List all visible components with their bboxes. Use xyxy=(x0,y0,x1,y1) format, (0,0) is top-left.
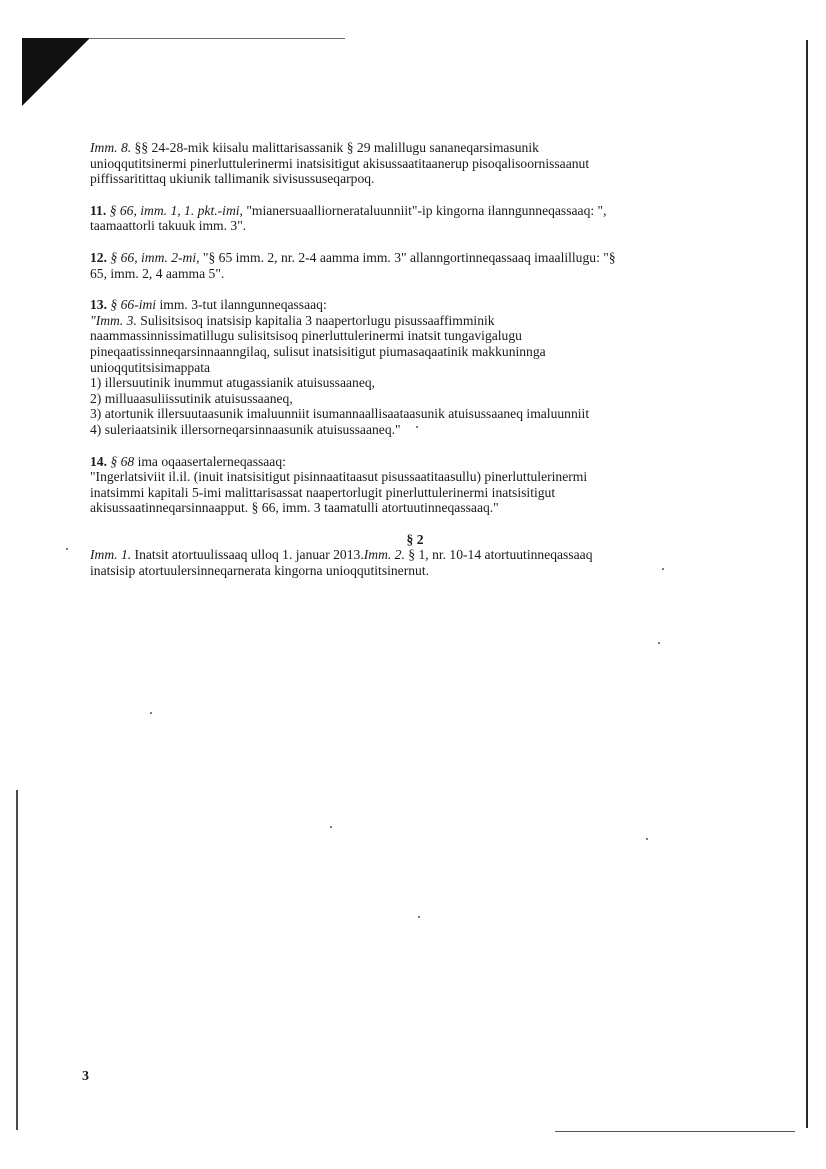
paragraph-line: inatsimmi kapitali 5-imi malittarisassat naapertorlugit pinerluttulerinermi inatsisitigut xyxy=(90,484,556,500)
paragraph-line: unioqqutitsisimappata xyxy=(90,359,211,375)
scan-speck xyxy=(150,712,152,714)
paragraph-13 xyxy=(90,297,710,437)
paragraph-text: ima oqaasertalerneqassaaq: xyxy=(134,453,286,469)
paragraph-line: inatsisip atortuulersinneqarnerata kingorna unioqqutitsinernut. xyxy=(90,563,430,579)
paragraph-line xyxy=(90,297,710,313)
list-item: 2) milluaasuliissutinik atuisussaaneq, xyxy=(90,390,293,406)
paragraph-number: 13. xyxy=(90,297,107,313)
paragraph-line xyxy=(90,547,710,563)
paragraph-ref: § 66, imm. 1, 1. pkt.-imi, xyxy=(106,202,243,218)
paragraph-text: Inatsit atortuulissaaq ulloq 1. januar 2013. xyxy=(131,547,364,563)
paragraph-ref: § 66, imm. 2-mi, xyxy=(107,249,200,265)
paragraph-line xyxy=(90,203,710,219)
page-number: 3 xyxy=(82,1069,89,1084)
paragraph-line xyxy=(90,140,710,156)
scan-bottom-edge-line xyxy=(555,1131,795,1132)
scan-corner-shadow xyxy=(22,38,92,108)
section-2 xyxy=(90,532,710,579)
scan-top-edge-line xyxy=(90,38,345,39)
scan-speck xyxy=(330,826,332,828)
list-item: 3) atortunik illersuutaasunik imaluunniit isumannaallisaataasunik atuisussaaneq imaluunniit xyxy=(90,406,590,422)
paragraph-text: § 1, nr. 10-14 atortuutinneqassaaq xyxy=(404,547,593,563)
scan-speck xyxy=(418,916,420,918)
paragraph-line: piffissaritittaq ukiunik tallimanik sivisussuseqarpoq. xyxy=(90,171,375,187)
paragraph-ref: § 68 xyxy=(107,453,135,469)
list-item: 4) suleriaatsinik illersorneqarsinnaasunik atuisussaaneq." xyxy=(90,421,401,437)
scan-speck xyxy=(646,838,648,840)
paragraph-line xyxy=(90,250,710,266)
document-body xyxy=(90,140,710,595)
paragraph-line: "Ingerlatsiviit il.il. (inuit inatsisitigut pisinnaatitaasut pisussaatitaasullu) pinerluttulerinermi xyxy=(90,469,588,485)
paragraph-ref: Imm. 1. xyxy=(90,547,132,563)
list-item: 1) illersuutinik inummut atugassianik atuisussaaneq, xyxy=(90,375,376,391)
paragraph-line: 65, imm. 2, 4 aamma 5". xyxy=(90,265,225,281)
scan-left-edge-line xyxy=(16,790,18,1130)
paragraph-line: unioqqutitsinermi pinerluttulerinermi inatsisitigut akisussaatitaanerup pisoqalisoornissaanut xyxy=(90,155,590,171)
paragraph-text: §§ 24-28-mik kiisalu malittarisassanik § 29 malillugu sananeqarsimasunik xyxy=(131,140,539,155)
paragraph-line xyxy=(90,454,710,470)
paragraph-number: 12. xyxy=(90,249,107,265)
quote-ref: "Imm. 3. xyxy=(90,312,137,328)
paragraph-11 xyxy=(90,203,710,234)
paragraph-12 xyxy=(90,250,710,281)
paragraph-ref: § 66-imi xyxy=(107,297,157,313)
scan-speck xyxy=(658,642,660,644)
paragraph-14 xyxy=(90,454,710,516)
paragraph-ref: Imm. 8. xyxy=(90,140,132,155)
paragraph-ref: Imm. 2. xyxy=(363,547,405,563)
paragraph-line: pineqaatissinneqarsinnaanngilaq, sulisut inatsisitigut piumasaqaatinik makkuninnga xyxy=(90,343,546,359)
paragraph-number: 14. xyxy=(90,453,107,469)
paragraph-text: "mianersuaalliornerataluunniit"-ip kingorna ilanngunneqassaaq: ", xyxy=(242,202,607,218)
paragraph-line: taamaattorli takuuk imm. 3". xyxy=(90,218,247,234)
paragraph-text: Sulisitsisoq inatsisip kapitalia 3 naapertorlugu pisussaaffimminik xyxy=(136,312,495,328)
paragraph-line xyxy=(90,313,710,329)
scan-speck xyxy=(66,548,68,550)
paragraph-line: akisussaatinneqarsinnaapput. § 66, imm. 3 taamatulli atortuutinneqassaaq." xyxy=(90,500,499,516)
paragraph-imm-8 xyxy=(90,140,710,187)
paragraph-text: "§ 65 imm. 2, nr. 2-4 aamma imm. 3" allanngortinneqassaaq imaalillugu: "§ xyxy=(199,249,616,265)
scan-right-edge-line xyxy=(806,40,808,1128)
paragraph-line: naammassinnissimatillugu sulisitsisoq pinerluttulerinermi inatsit tungavigalugu xyxy=(90,328,522,344)
paragraph-number: 11. xyxy=(90,202,107,218)
section-heading: § 2 xyxy=(406,531,424,547)
paragraph-text: imm. 3-tut ilanngunneqassaaq: xyxy=(156,297,327,313)
